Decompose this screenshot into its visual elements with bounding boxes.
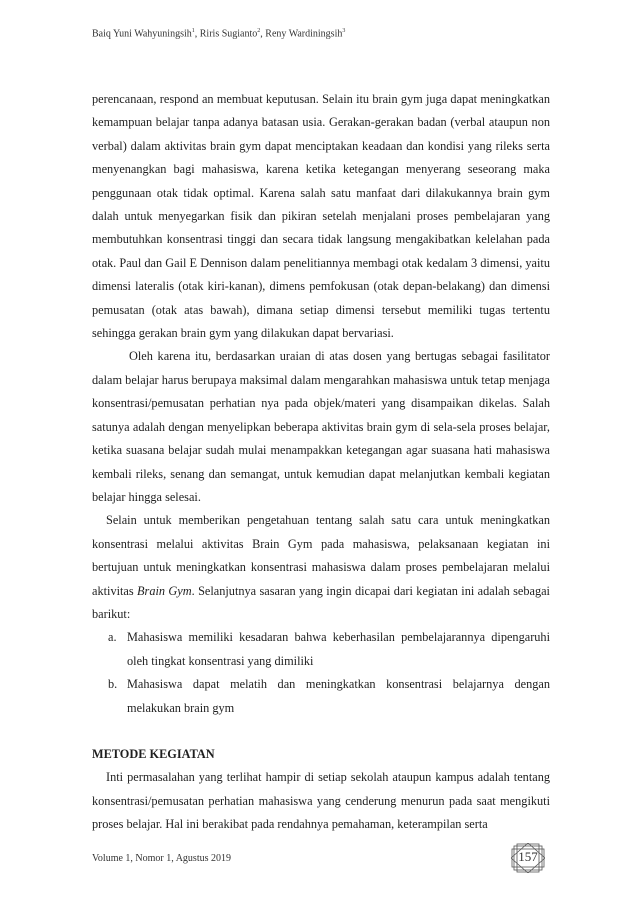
list-item [92,626,550,673]
author-affiliation: 1 [191,28,195,34]
paragraph: Inti permasalahan yang terlihat hampir di setiap sekolah ataupun kampus adalah tentang konsentrasi/pemusatan perhatian mahasiswa yang cenderung menurun pada saat mengikuti proses belajar. Hal ini berakibat pada rendahnya pemahaman, keterampilan serta [92,770,550,832]
list-item [92,673,550,720]
page-body [92,88,550,837]
section-heading: METODE KEGIATAN [92,746,215,761]
paragraph-text: . Selanjutnya sasaran yang ingin dicapai dari kegiatan ini adalah sebagai barikut: [92,583,550,621]
author-name: Baiq Yuni Wahyuningsih [92,28,192,40]
list-item-text: Mahasiswa dapat melatih dan meningkatkan konsentrasi belajarnya dengan melakukan brain gym [127,677,550,715]
list-marker: b. [108,677,118,692]
footer-journal-info: Volume 1, Nomor 1, Agustus 2019 [92,853,231,864]
list-marker: a. [108,630,117,645]
list-item-text: Mahasiswa memiliki kesadaran bahwa keberhasilan pembelajarannya dipengaruhi oleh tingkat konsentrasi yang dimiliki [127,630,550,668]
paragraph-text: Selain untuk memberikan pengetahuan tentang salah satu cara untuk meningkatkan konsentrasi melalui aktivitas Brain Gym pada mahasiswa, pelaksanaan kegiatan ini bertujuan untuk meningkatkan konsentrasi mahasiswa dalam proses pembelajaran melalui aktivitas [92,513,550,598]
author-affiliation: 2 [257,28,261,34]
italic-term: Brain Gym [137,583,192,598]
paragraph: perencanaan, respond an membuat keputusan. Selain itu brain gym juga dapat meningkatkan kemampuan belajar tanpa adanya batasan usia. Gerakan-gerakan badan (verbal ataupun non verbal) dalam aktivitas brain gym dapat menciptakan keadaan dan kondisi yang rileks serta menyenangkan bagi mahasiswa, karena ketika ketegangan menyerang seseorang maka penggunaan otak tidak optimal. Karena salah satu manfaat dari dilakukannya brain gym dalah untuk menyegarkan fisik dan pikiran setelah menjalani proses pembelajaran yang membutuhkan konsentrasi tinggi dan secara tidak langsung mengakibatkan kelelahan pada otak. Paul dan Gail E Dennison dalam penelitiannya membagi otak kedalam 3 dimensi, yaitu dimensi lateralis (otak kiri-kanan), dimens pemfokusan (otak depan-belakang) dan dimensi pemusatan (otak atas bawah), dimana setiap dimensi tersebut memiliki tugas tertentu sehingga gerakan brain gym yang dilakukan dapat bervariasi. [92,92,550,341]
author-name: Riris Sugianto [199,28,258,40]
page-number-badge [511,843,545,873]
paragraph [92,509,550,626]
author-name: Reny Wardiningsih [265,28,343,40]
objectives-list [92,626,550,720]
paragraph: Oleh karena itu, berdasarkan uraian di atas dosen yang bertugas sebagai fasilitator dalam belajar harus berupaya maksimal dalam mengarahkan mahasiswa untuk tetap menjaga konsentrasi/pemusatan perhatian nya pada objek/materi yang disampaikan dikelas. Salah satunya adalah dengan menyelipkan beberapa aktivitas brain gym di sela-sela proses belajar, ketika suasana belajar sudah mulai menampakkan ketegangan agar suasana hati mahasiswa kembali rileks, senang dan semangat, untuk kemudian dapat melanjutkan kembali kegiatan belajar hingga selesai. [92,349,550,504]
page-number: 157 [518,849,538,864]
author-affiliation: 3 [342,28,346,34]
running-header: Baiq Yuni Wahyuningsih$^1$, Riris Sugianto$^2$, Reny Wardiningsih$^3$ [92,28,346,40]
